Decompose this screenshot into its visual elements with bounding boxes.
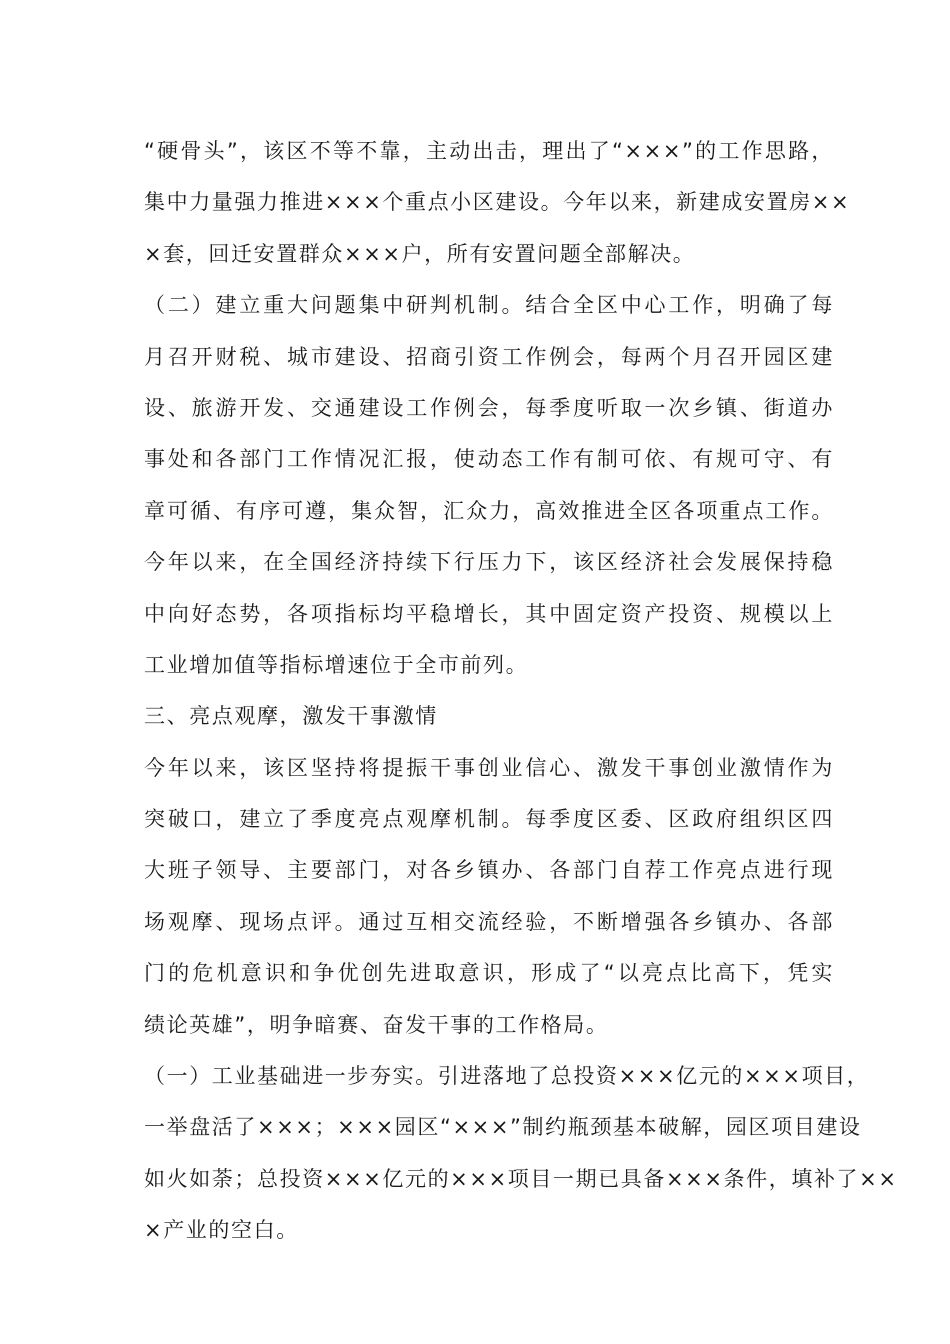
text-line: 大班子领导、主要部门，对各乡镇办、各部门自荐工作亮点进行现 <box>144 858 834 883</box>
text-line: （一）工业基础进一步夯实。引进落地了总投资×××亿元的×××项目， <box>144 1064 870 1089</box>
text-line: 绩论英雄”，明争暗赛、奋发干事的工作格局。 <box>144 1012 609 1037</box>
text-line: 事处和各部门工作情况汇报，使动态工作有制可依、有规可守、有 <box>144 447 834 472</box>
text-line: 如火如荼；总投资×××亿元的×××项目一期已具备×××条件，填补了×× <box>144 1166 898 1191</box>
text-line: 突破口，建立了季度亮点观摩机制。每季度区委、区政府组织区四 <box>144 807 834 832</box>
text-line: 中向好态势，各项指标均平稳增长，其中固定资产投资、规模以上 <box>144 601 834 626</box>
text-line: 设、旅游开发、交通建设工作例会，每季度听取一次乡镇、街道办 <box>144 395 834 420</box>
text-line: 场观摩、现场点评。通过互相交流经验，不断增强各乡镇办、各部 <box>144 909 834 934</box>
text-line: 集中力量强力推进×××个重点小区建设。今年以来，新建成安置房×× <box>144 190 851 215</box>
text-line: 月召开财税、城市建设、招商引资工作例会，每两个月召开园区建 <box>144 344 834 369</box>
text-line: “硬骨头”，该区不等不靠，主动出击，理出了“×××”的工作思路， <box>144 139 834 163</box>
text-line: ×产业的空白。 <box>144 1218 299 1243</box>
text-line: 今年以来，该区坚持将提振干事创业信心、激发干事创业激情作为 <box>144 755 834 780</box>
text-line: （二）建立重大问题集中研判机制。结合全区中心工作，明确了每 <box>144 293 834 318</box>
document-body <box>144 126 898 1257</box>
text-line: ×套，回迁安置群众×××户，所有安置问题全部解决。 <box>144 241 696 266</box>
section-heading: 三、亮点观摩，激发干事激情 <box>144 704 438 729</box>
text-line: 门的危机意识和争优创先进取意识，形成了“以亮点比高下，凭实 <box>144 961 834 986</box>
text-line: 今年以来，在全国经济持续下行压力下，该区经济社会发展保持稳 <box>144 550 834 575</box>
text-line: 工业增加值等指标增速位于全市前列。 <box>144 652 529 677</box>
text-line: 章可循、有序可遵，集众智，汇众力，高效推进全区各项重点工作。 <box>144 498 834 523</box>
text-line: 一举盘活了×××；×××园区“×××”制约瓶颈基本破解，园区项目建设 <box>144 1115 862 1140</box>
